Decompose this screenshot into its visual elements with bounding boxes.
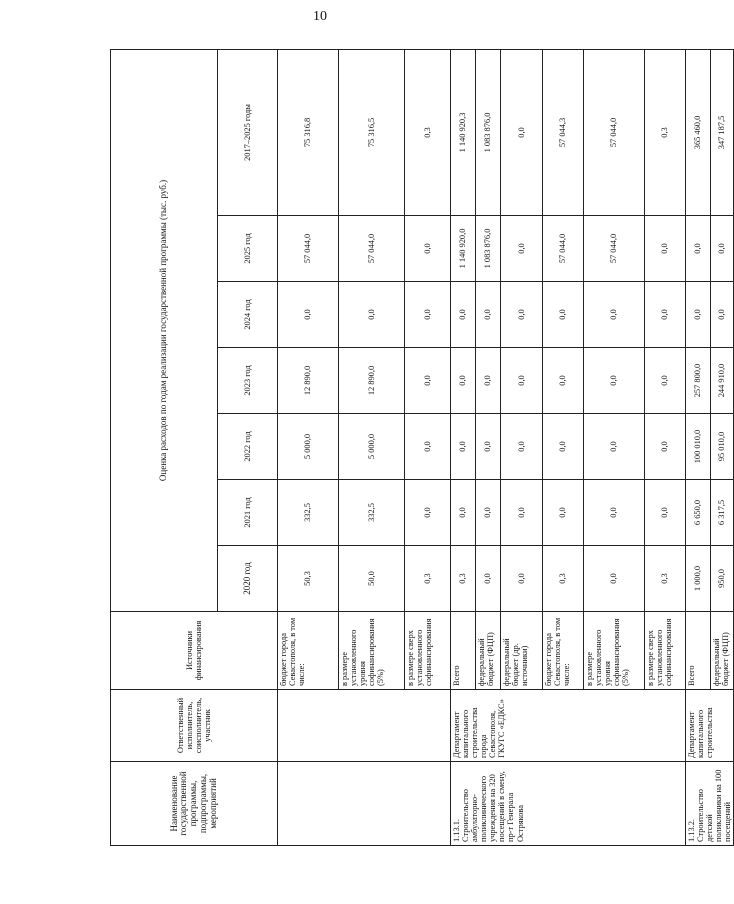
total-cell: 1 083 876,0 — [476, 49, 501, 215]
value-cell: 5 000,0 — [278, 414, 339, 480]
value-cell: 0,0 — [543, 348, 584, 414]
value-cell: 50,0 — [339, 546, 405, 612]
total-cell: 347 187,5 — [710, 49, 734, 215]
value-cell: 0,0 — [405, 480, 451, 546]
page-number: 10 — [313, 9, 327, 24]
value-cell: 0,0 — [476, 348, 501, 414]
value-cell: 0,0 — [584, 546, 645, 612]
value-cell: 257 800,0 — [686, 348, 711, 414]
value-cell: 0,0 — [543, 480, 584, 546]
value-cell: 1 083 876,0 — [476, 216, 501, 282]
table-row — [278, 49, 339, 845]
table-row — [451, 49, 476, 845]
value-cell: 100 010,0 — [686, 414, 711, 480]
value-cell: 0,0 — [645, 480, 686, 546]
expenditure-table — [110, 49, 734, 846]
total-cell: 57 044,0 — [584, 49, 645, 215]
total-cell: 365 460,0 — [686, 49, 711, 215]
value-cell: 0,0 — [476, 414, 501, 480]
name-cell — [278, 762, 451, 846]
header-estimate: Оценка расходов по годам реализации государственной программы (тыс. руб.) — [111, 49, 218, 611]
value-cell: 0,0 — [405, 216, 451, 282]
value-cell: 12 890,0 — [278, 348, 339, 414]
value-cell: 0,0 — [501, 480, 543, 546]
value-cell: 0,3 — [645, 546, 686, 612]
value-cell: 0,0 — [686, 282, 711, 348]
source-cell: Всего — [451, 612, 476, 690]
value-cell: 0,0 — [451, 480, 476, 546]
value-cell: 332,5 — [339, 480, 405, 546]
value-cell: 0,0 — [501, 414, 543, 480]
name-cell: 1.13.2. Строительство детской поликлиники на 100 посещений — [686, 762, 734, 846]
source-cell: бюджет города Севастополя, в том числе: — [543, 612, 584, 690]
header-year: 2025 год — [218, 216, 278, 282]
executor-cell — [278, 690, 451, 762]
value-cell: 12 890,0 — [339, 348, 405, 414]
executor-cell: Департамент капитального строительства — [686, 690, 734, 762]
total-cell: 75 316,5 — [339, 49, 405, 215]
value-cell: 0,0 — [645, 348, 686, 414]
total-cell: 0,3 — [645, 49, 686, 215]
value-cell: 0,0 — [645, 414, 686, 480]
value-cell: 0,0 — [584, 282, 645, 348]
source-cell: в размере сверх установленного софинансирования — [645, 612, 686, 690]
source-cell: федеральный бюджет (др. источники) — [501, 612, 543, 690]
header-year: 2023 год — [218, 348, 278, 414]
source-cell: Всего — [686, 612, 711, 690]
value-cell: 0,0 — [476, 282, 501, 348]
value-cell: 0,0 — [686, 216, 711, 282]
header-executor: Ответственный исполнитель, соисполнитель, участник — [111, 690, 278, 762]
value-cell: 0,0 — [710, 282, 734, 348]
value-cell: 950,0 — [710, 546, 734, 612]
value-cell: 0,0 — [405, 414, 451, 480]
source-cell: в размере сверх установленного софинансирования — [405, 612, 451, 690]
value-cell: 0,0 — [501, 282, 543, 348]
value-cell: 0,0 — [405, 282, 451, 348]
total-cell: 57 044,3 — [543, 49, 584, 215]
value-cell: 5 000,0 — [339, 414, 405, 480]
total-cell: 1 140 920,3 — [451, 49, 476, 215]
value-cell: 1 140 920,0 — [451, 216, 476, 282]
table-row — [686, 49, 711, 845]
total-cell: 0,0 — [501, 49, 543, 215]
header-year: 2024 год — [218, 282, 278, 348]
value-cell: 6 650,0 — [686, 480, 711, 546]
executor-cell: Департамент капитального строительства города Севастополя, ГКУГС «ЕДКС» — [451, 690, 686, 762]
value-cell: 0,0 — [501, 348, 543, 414]
value-cell: 50,3 — [278, 546, 339, 612]
header-source: Источники финансирования — [111, 612, 278, 690]
value-cell: 0,0 — [501, 216, 543, 282]
value-cell: 0,0 — [476, 546, 501, 612]
value-cell: 0,0 — [451, 348, 476, 414]
value-cell: 6 317,5 — [710, 480, 734, 546]
header-year: 2021 год — [218, 480, 278, 546]
value-cell: 0,0 — [451, 414, 476, 480]
value-cell: 57 044,0 — [278, 216, 339, 282]
value-cell: 0,0 — [278, 282, 339, 348]
value-cell: 57 044,0 — [339, 216, 405, 282]
value-cell: 0,0 — [543, 414, 584, 480]
value-cell: 0,0 — [710, 216, 734, 282]
value-cell: 0,0 — [405, 348, 451, 414]
rotated-table-wrapper — [110, 50, 733, 846]
name-cell: 1.13.1. Строительство амбулаторно-поликлинического учреждения на 320 посещений в смену, пр-т Генерала Острякова — [451, 762, 686, 846]
value-cell: 0,0 — [584, 414, 645, 480]
value-cell: 1 000,0 — [686, 546, 711, 612]
source-cell: федеральный бюджет (ФЦП) — [476, 612, 501, 690]
value-cell: 0,3 — [543, 546, 584, 612]
value-cell: 0,0 — [476, 480, 501, 546]
value-cell: 0,3 — [405, 546, 451, 612]
source-cell: в размере установленного уровня софинансирования (5%) — [339, 612, 405, 690]
value-cell: 0,3 — [451, 546, 476, 612]
header-year: 2020 год — [218, 546, 278, 612]
header-year-total: 2017–2025 годы — [218, 49, 278, 215]
value-cell: 0,0 — [645, 216, 686, 282]
source-cell: бюджет города Севастополя, в том числе: — [278, 612, 339, 690]
value-cell: 0,0 — [543, 282, 584, 348]
value-cell: 57 044,0 — [543, 216, 584, 282]
total-cell: 75 316,8 — [278, 49, 339, 215]
total-cell: 0,3 — [405, 49, 451, 215]
value-cell: 0,0 — [584, 480, 645, 546]
header-name: Наименование государственной программы, подпрограммы, мероприятий — [111, 762, 278, 846]
value-cell: 332,5 — [278, 480, 339, 546]
source-cell: в размере установленного уровня софинансирования (5%) — [584, 612, 645, 690]
value-cell: 57 044,0 — [584, 216, 645, 282]
value-cell: 0,0 — [645, 282, 686, 348]
value-cell: 0,0 — [339, 282, 405, 348]
value-cell: 0,0 — [584, 348, 645, 414]
value-cell: 0,0 — [501, 546, 543, 612]
value-cell: 244 910,0 — [710, 348, 734, 414]
header-year: 2022 год — [218, 414, 278, 480]
value-cell: 0,0 — [451, 282, 476, 348]
source-cell: федеральный бюджет (ФЦП) — [710, 612, 734, 690]
value-cell: 95 010,0 — [710, 414, 734, 480]
